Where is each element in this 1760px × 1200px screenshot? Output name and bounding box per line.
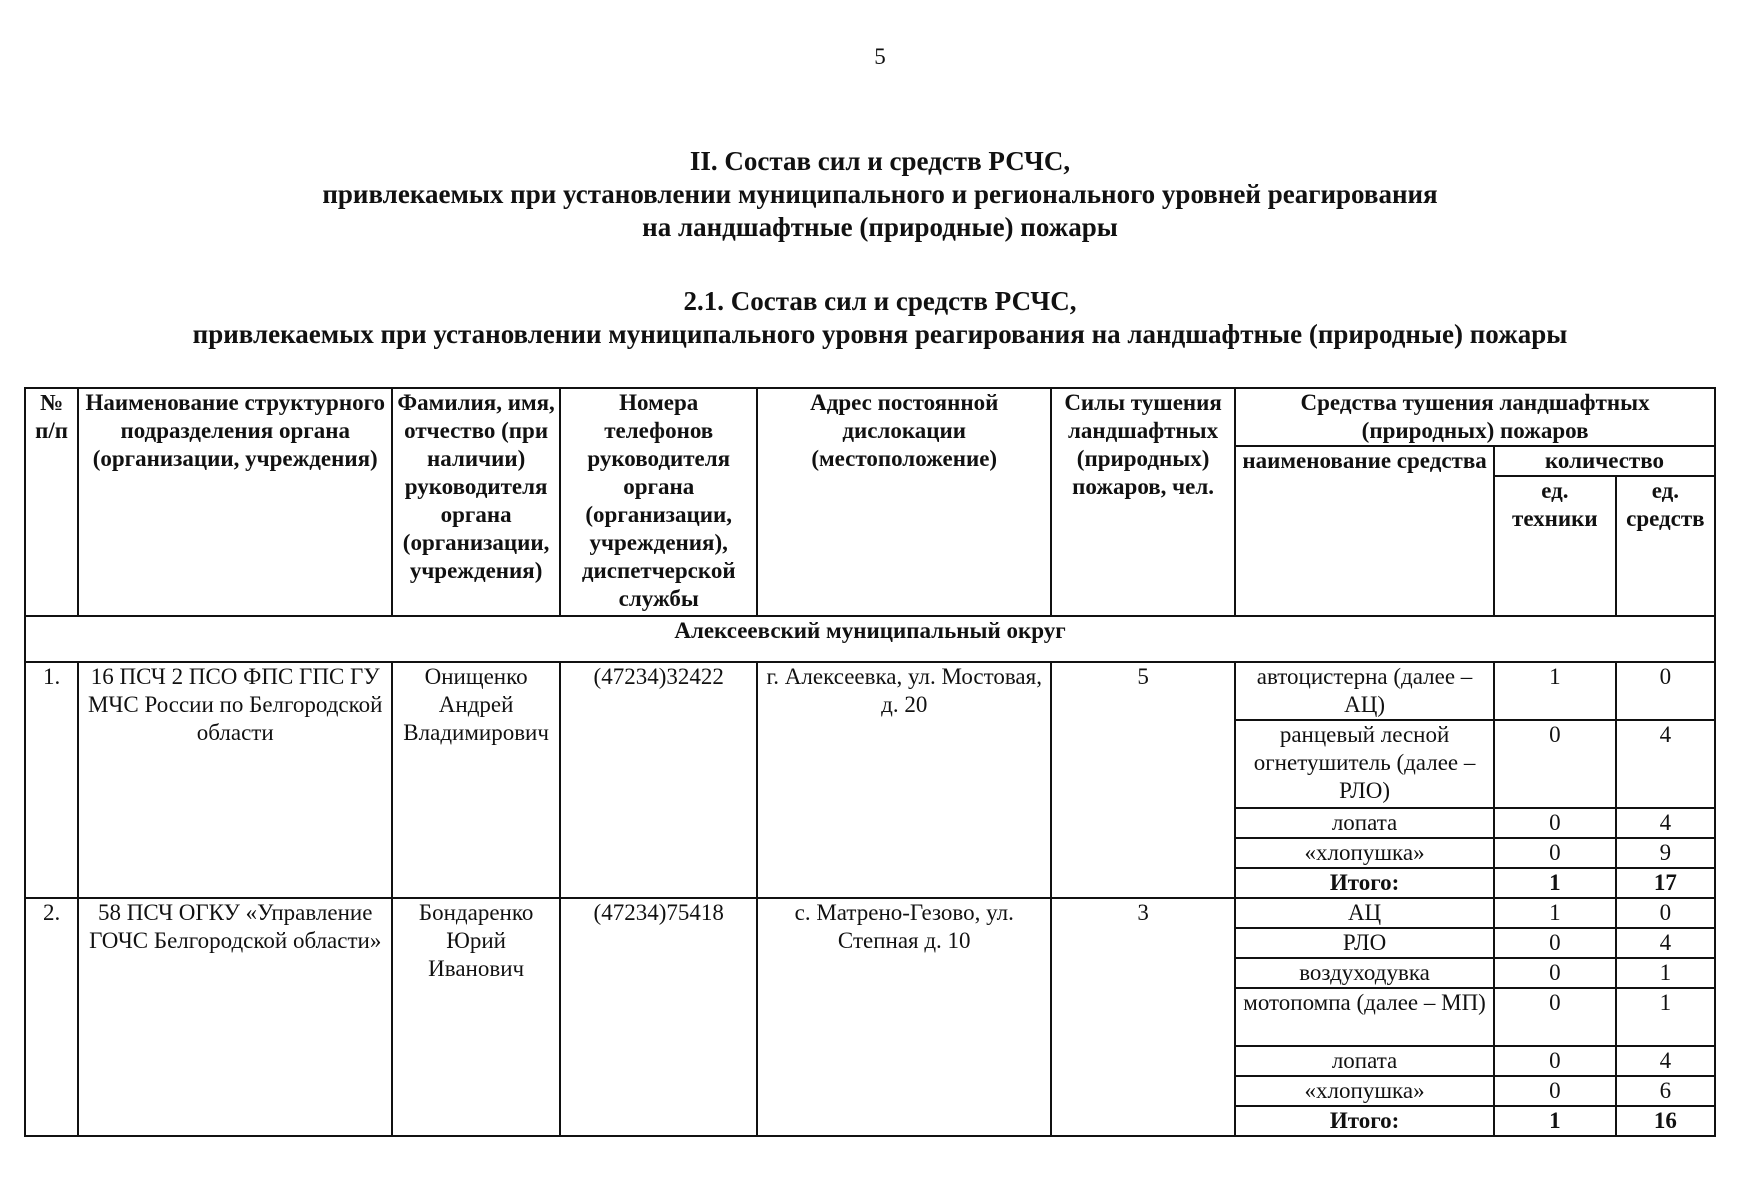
forces-table <box>24 387 1716 1137</box>
item-means: 1 <box>1616 988 1715 1046</box>
row-forces: 3 <box>1051 898 1235 1136</box>
item-tech: 0 <box>1494 928 1616 958</box>
item-means: 9 <box>1616 838 1715 868</box>
total-tech: 1 <box>1494 1106 1616 1136</box>
item-name: «хлопушка» <box>1235 838 1494 868</box>
header-qty-tech: ед. техники <box>1494 476 1616 616</box>
item-means: 0 <box>1616 898 1715 928</box>
section-title-line: на ландшафтные (природные) пожары <box>642 212 1118 242</box>
item-means: 6 <box>1616 1076 1715 1106</box>
row-num: 1. <box>25 662 78 898</box>
item-name: ранцевый лесной огнетушитель (далее – РЛО) <box>1235 720 1494 808</box>
item-means: 4 <box>1616 1046 1715 1076</box>
header-forces: Силы тушения ландшафтных (природных) пожаров, чел. <box>1051 388 1235 616</box>
subsection-title-line: 2.1. Состав сил и средств РСЧС, <box>683 286 1077 316</box>
item-name: лопата <box>1235 808 1494 838</box>
item-tech: 0 <box>1494 838 1616 868</box>
item-name: РЛО <box>1235 928 1494 958</box>
item-means: 1 <box>1616 958 1715 988</box>
item-means: 4 <box>1616 928 1715 958</box>
row-phone: (47234)75418 <box>560 898 757 1136</box>
section-title-line: привлекаемых при установлении муниципального и регионального уровней реагирования <box>322 179 1438 209</box>
item-tech: 0 <box>1494 1076 1616 1106</box>
header-num: № п/п <box>25 388 78 616</box>
item-name: «хлопушка» <box>1235 1076 1494 1106</box>
item-tech: 0 <box>1494 958 1616 988</box>
row-unit: 16 ПСЧ 2 ПСО ФПС ГПС ГУ МЧС России по Белгородской области <box>78 662 392 898</box>
header-quantity: количество <box>1494 446 1715 476</box>
header-means-name: наименование средства <box>1235 446 1494 616</box>
item-name: воздуходувка <box>1235 958 1494 988</box>
row-forces: 5 <box>1051 662 1235 898</box>
section-title <box>0 145 1760 244</box>
item-tech: 1 <box>1494 898 1616 928</box>
row-phone: (47234)32422 <box>560 662 757 898</box>
subsection-title <box>0 285 1760 351</box>
item-means: 4 <box>1616 808 1715 838</box>
page-number: 5 <box>874 44 886 69</box>
item-means: 4 <box>1616 720 1715 808</box>
row-num: 2. <box>25 898 78 1136</box>
total-tech: 1 <box>1494 868 1616 898</box>
header-means: Средства тушения ландшафтных (природных) пожаров <box>1235 388 1715 446</box>
header-phones: Номера телефонов руководителя органа (организации, учреждения), диспетчерской службы <box>560 388 757 616</box>
total-means: 16 <box>1616 1106 1715 1136</box>
item-tech: 0 <box>1494 988 1616 1046</box>
item-tech: 0 <box>1494 808 1616 838</box>
row-unit: 58 ПСЧ ОГКУ «Управление ГОЧС Белгородской области» <box>78 898 392 1136</box>
item-name: мотопомпа (далее – МП) <box>1235 988 1494 1046</box>
region-row: Алексеевский муниципальный округ <box>25 616 1715 662</box>
section-title-line: II. Состав сил и средств РСЧС, <box>689 146 1071 176</box>
row-head: Бондаренко Юрий Иванович <box>392 898 560 1136</box>
header-head-name: Фамилия, имя, отчество (при наличии) руководителя органа (организации, учреждения) <box>392 388 560 616</box>
subsection-title-line: привлекаемых при установлении муниципального уровня реагирования на ландшафтные (природные) пожары <box>192 319 1568 349</box>
row-address: с. Матрено-Гезово, ул. Степная д. 10 <box>757 898 1051 1136</box>
item-means: 0 <box>1616 662 1715 720</box>
item-tech: 0 <box>1494 720 1616 808</box>
row-address: г. Алексеевка, ул. Мостовая, д. 20 <box>757 662 1051 898</box>
item-tech: 0 <box>1494 1046 1616 1076</box>
total-label: Итого: <box>1235 1106 1494 1136</box>
item-name: лопата <box>1235 1046 1494 1076</box>
header-address: Адрес постоянной дислокации (местоположение) <box>757 388 1051 616</box>
total-means: 17 <box>1616 868 1715 898</box>
header-unit-name: Наименование структурного подразделения органа (организации, учреждения) <box>78 388 392 616</box>
row-head: Онищенко Андрей Владимирович <box>392 662 560 898</box>
item-name: автоцистерна (далее – АЦ) <box>1235 662 1494 720</box>
header-qty-means: ед. средств <box>1616 476 1715 616</box>
item-tech: 1 <box>1494 662 1616 720</box>
total-label: Итого: <box>1235 868 1494 898</box>
item-name: АЦ <box>1235 898 1494 928</box>
